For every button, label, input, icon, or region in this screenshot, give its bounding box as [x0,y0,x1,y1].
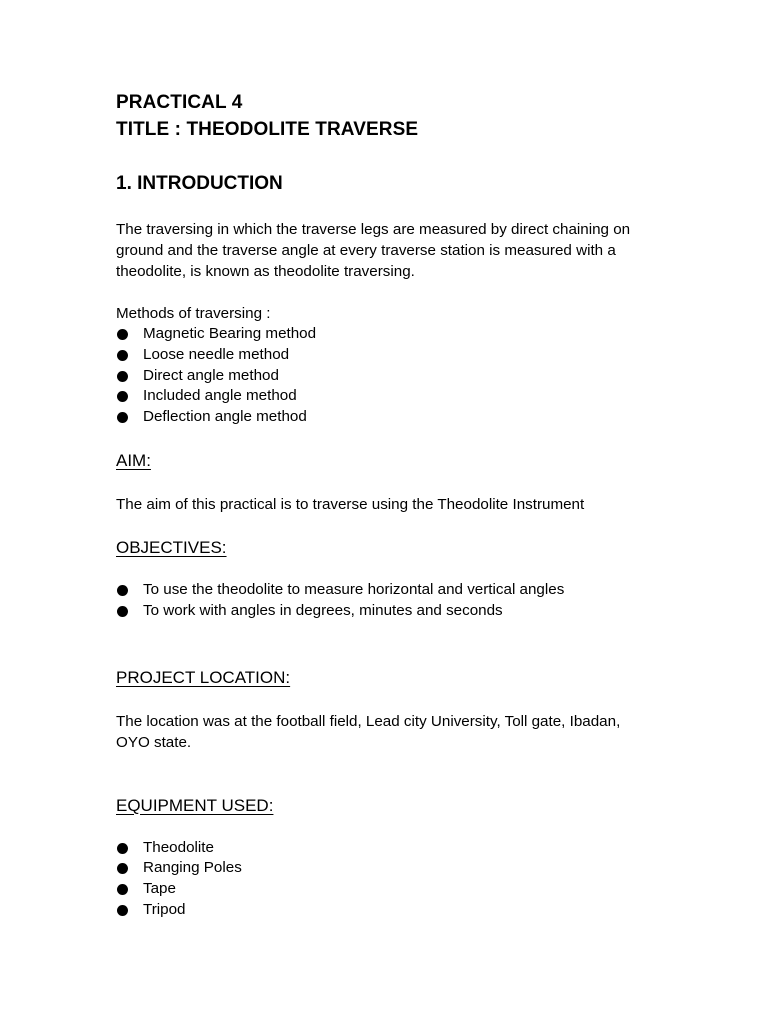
bullet-icon [117,884,128,895]
bullet-icon [117,412,128,423]
bullet-icon [117,329,128,340]
bullet-icon [117,350,128,361]
list-item-text: Loose needle method [143,345,290,363]
practical-number: PRACTICAL 4 [116,92,243,113]
bullet-icon [117,371,128,382]
list-item-text: Tape [143,880,176,898]
equipment-list [116,838,736,921]
list-item-text: To use the theodolite to measure horizontal and vertical angles [143,580,565,598]
bullet-icon [117,606,128,617]
list-item [116,838,736,859]
list-item [116,601,736,622]
list-item-text: Direct angle method [143,366,279,384]
aim-text: The aim of this practical is to traverse using the Theodolite Instrument [116,495,585,513]
list-item-text: To work with angles in degrees, minutes and seconds [143,601,503,619]
introduction-paragraph: The traversing in which the traverse legs are measured by direct chaining on ground and the traverse angle at every traverse station is measured with a theodolite, is known as theodolite traversing. [116,221,631,280]
introduction-heading: 1. INTRODUCTION [116,173,283,194]
list-item [116,858,736,879]
list-item [116,879,736,900]
document-title: TITLE : THEODOLITE TRAVERSE [116,119,419,140]
aim-heading: AIM: [116,450,151,470]
project-location-heading: PROJECT LOCATION: [116,667,291,687]
list-item [116,366,736,387]
list-item [116,580,736,601]
list-item-text: Ranging Poles [143,859,242,877]
document-page [116,89,736,921]
equipment-heading: EQUIPMENT USED: [116,795,274,815]
project-location-text: The location was at the football field, Lead city University, Toll gate, Ibadan, OYO state. [116,712,621,751]
bullet-icon [117,905,128,916]
list-item [116,407,736,428]
bullet-icon [117,391,128,402]
list-item-text: Deflection angle method [143,408,307,426]
list-item-text: Included angle method [143,387,297,405]
list-item-text: Theodolite [143,838,214,856]
objectives-heading: OBJECTIVES: [116,537,227,557]
bullet-icon [117,585,128,596]
list-item-text: Magnetic Bearing method [143,325,317,342]
list-item-text: Tripod [143,900,186,918]
bullet-icon [117,863,128,874]
methods-list [116,324,736,428]
bullet-icon [117,843,128,854]
list-item [116,324,736,345]
objectives-list [116,580,736,622]
methods-label: Methods of traversing : [116,305,271,322]
list-item [116,345,736,366]
list-item [116,900,736,921]
list-item [116,386,736,407]
